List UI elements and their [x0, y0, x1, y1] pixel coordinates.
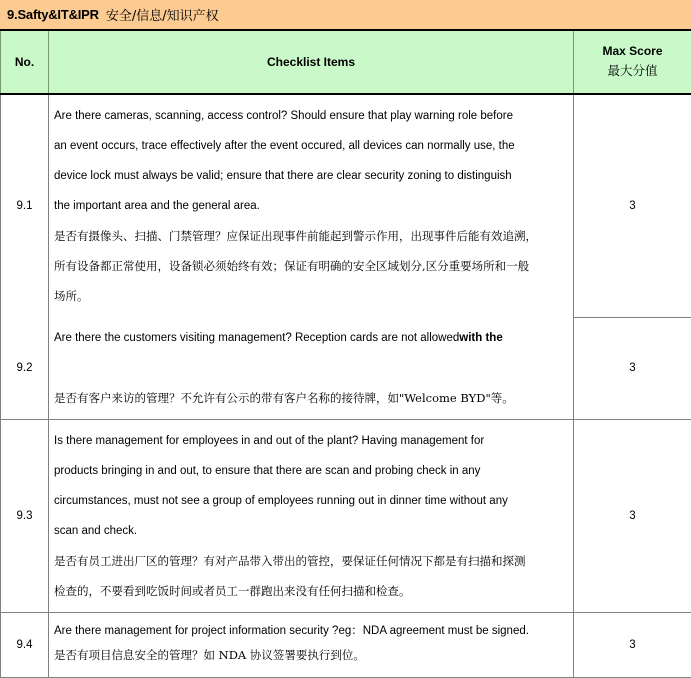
header-cell-checklist: [49, 31, 574, 94]
row-item-9-3: [49, 420, 574, 613]
item-line-en: circumstances, must not see a group of employees running out in dinner time without any: [54, 486, 569, 516]
row-no-9-3: 9.3: [1, 420, 49, 613]
item-line-en: device lock must always be valid; ensure that there are clear security zoning to distinguish: [54, 161, 569, 191]
header-label-max-score-cn: 最大分值: [574, 62, 691, 80]
row-score-9-2: 3: [574, 317, 691, 420]
item-line-en: Are there cameras, scanning, access control? Should ensure that play warning role before: [54, 101, 569, 131]
item-line-cn: 检查的，不要看到吃饭时间或者员工一群跑出来没有任何扫描和检查。: [54, 576, 569, 606]
checklist-table: [0, 31, 691, 678]
header-label-max-score-en: Max Score: [574, 44, 691, 59]
item-line-en: the important area and the general area.: [54, 191, 569, 221]
item-line-cn: 场所。: [54, 281, 569, 311]
item-line-en-text: Are there the customers visiting management? Reception cards are not allowed: [54, 332, 459, 344]
item-line-cn: 是否有员工进出厂区的管理？有对产品带入带出的管控，要保证任何情况下都是有扫描和探测: [54, 546, 569, 576]
header-label-no: No.: [1, 55, 48, 69]
item-line-en: Are there management for project information security ?eg：NDA agreement must be signed.: [54, 619, 569, 643]
row-no-9-2: 9.2: [1, 317, 49, 420]
section-title-english: 9.Safty&IT&IPR: [7, 7, 99, 22]
table-row: [1, 94, 691, 317]
item-blank-line: [54, 353, 569, 383]
item-line-cn: 是否有项目信息安全的管理？如 NDA 协议签署要执行到位。: [54, 643, 569, 667]
table-row: [1, 317, 691, 420]
row-score-9-3: 3: [574, 420, 691, 613]
item-line-cn: 是否有摄像头、扫描、门禁管理？应保证出现事件前能起到警示作用，出现事件后能有效追溯，: [54, 221, 569, 251]
row-score-9-1: 3: [574, 94, 691, 317]
section-title-chinese: 安全/信息/知识产权: [106, 5, 219, 24]
header-label-checklist: Checklist Items: [49, 55, 573, 70]
table-header-row: [1, 31, 691, 94]
item-line-en: scan and check.: [54, 516, 569, 546]
item-line-cn: 是否有客户来访的管理？不允许有公示的带有客户名称的接待牌，如"Welcome BYD"等。: [54, 383, 569, 413]
item-line-en: [54, 323, 569, 353]
header-cell-max-score: [574, 31, 691, 94]
row-item-9-2: [49, 317, 574, 420]
row-item-9-1: [49, 94, 574, 317]
header-cell-no: [1, 31, 49, 94]
section-title-band: [0, 0, 691, 31]
row-score-9-4: 3: [574, 613, 691, 678]
item-line-en: an event occurs, trace effectively after the event occured, all devices can normally use, the: [54, 131, 569, 161]
row-no-9-1: 9.1: [1, 94, 49, 317]
item-line-cn: 所有设备都正常使用，设备锁必须始终有效；保证有明确的安全区域划分,区分重要场所和一般: [54, 251, 569, 281]
item-line-en: Is there management for employees in and out of the plant? Having management for: [54, 426, 569, 456]
row-no-9-4: 9.4: [1, 613, 49, 678]
item-line-en: products bringing in and out, to ensure that there are scan and probing check in any: [54, 456, 569, 486]
table-row: [1, 613, 691, 678]
table-row: [1, 420, 691, 613]
item-line-en-bold: with the: [459, 332, 502, 344]
row-item-9-4: [49, 613, 574, 678]
